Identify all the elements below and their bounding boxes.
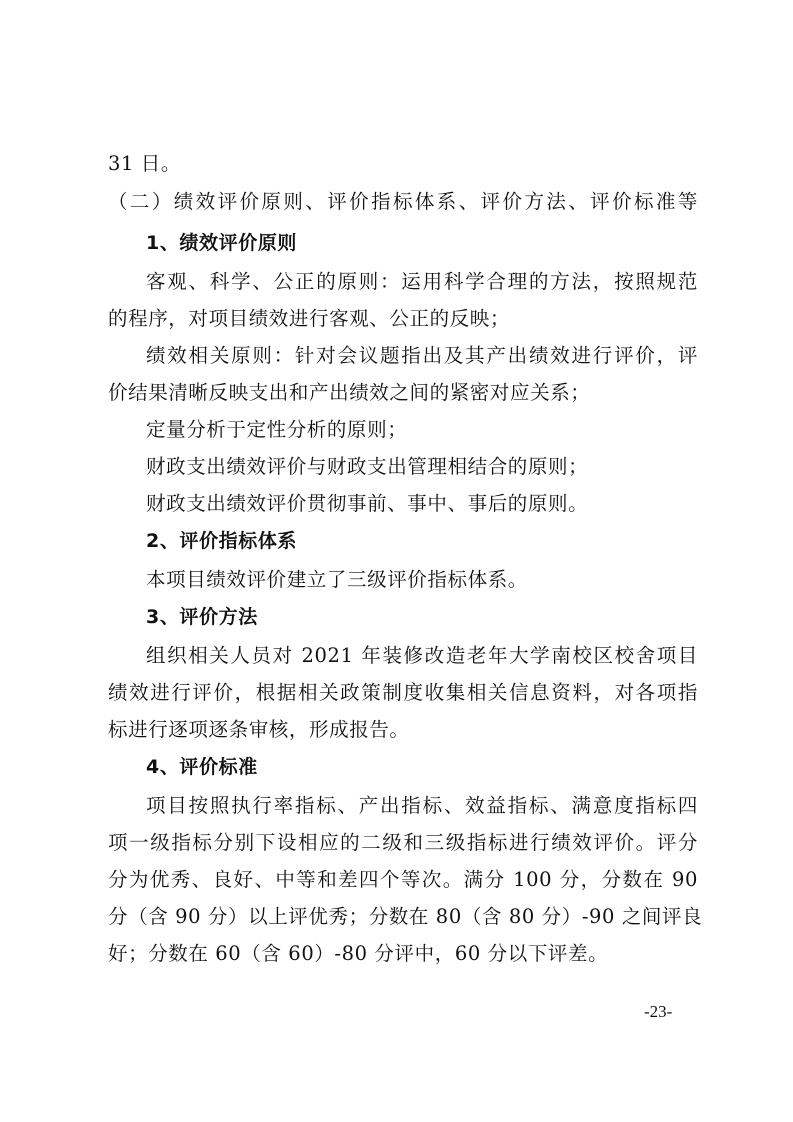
paragraph-line: 项目按照执行率指标、产出指标、效益指标、满意度指标四 [146,794,698,817]
paragraph-line: 好；分数在 60（含 60）-80 分评中，60 分以下评差。 [108,942,609,965]
paragraph-line: 绩效进行评价，根据相关政策制度收集相关信息资料，对各项指 [108,681,698,704]
subsection-heading: 1、绩效评价原则 [146,232,298,254]
paragraph-line: 财政支出绩效评价与财政支出管理相结合的原则； [146,455,589,478]
paragraph-line: 分（含 90 分）以上评优秀；分数在 80（含 80 分）-90 之间评良 [108,905,703,928]
paragraph-line: 分为优秀、良好、中等和差四个等次。满分 100 分，分数在 90 [108,868,698,891]
paragraph-line: 绩效相关原则：针对会议题指出及其产出绩效进行评价，评 [146,344,698,367]
paragraph-line: 客观、科学、公正的原则：运用科学合理的方法，按照规范 [146,270,698,293]
paragraph-line: 项一级指标分别下设相应的二级和三级指标进行绩效评价。评分 [108,831,698,854]
subsection-heading: 4、评价标准 [146,756,258,778]
paragraph-line: 组织相关人员对 2021 年装修改造老年大学南校区校舍项目 [146,644,698,667]
subsection-heading: 2、评价指标体系 [146,530,298,552]
paragraph-line: 财政支出绩效评价贯彻事前、事中、事后的原则。 [146,492,589,515]
paragraph-line: 定量分析于定性分析的原则； [146,418,408,441]
section-heading: （二）绩效评价原则、评价指标体系、评价方法、评价标准等 [108,190,698,213]
subsection-heading: 3、评价方法 [146,606,258,628]
text-line: 31 日。 [108,152,182,175]
paragraph-line: 价结果清晰反映支出和产出绩效之间的紧密对应关系； [108,381,591,404]
paragraph-line: 本项目绩效评价建立了三级评价指标体系。 [146,568,528,591]
paragraph-line: 标进行逐项逐条审核，形成报告。 [108,718,410,741]
paragraph-line: 的程序，对项目绩效进行客观、公正的反映； [108,307,511,330]
page-number: -23- [644,1002,673,1021]
